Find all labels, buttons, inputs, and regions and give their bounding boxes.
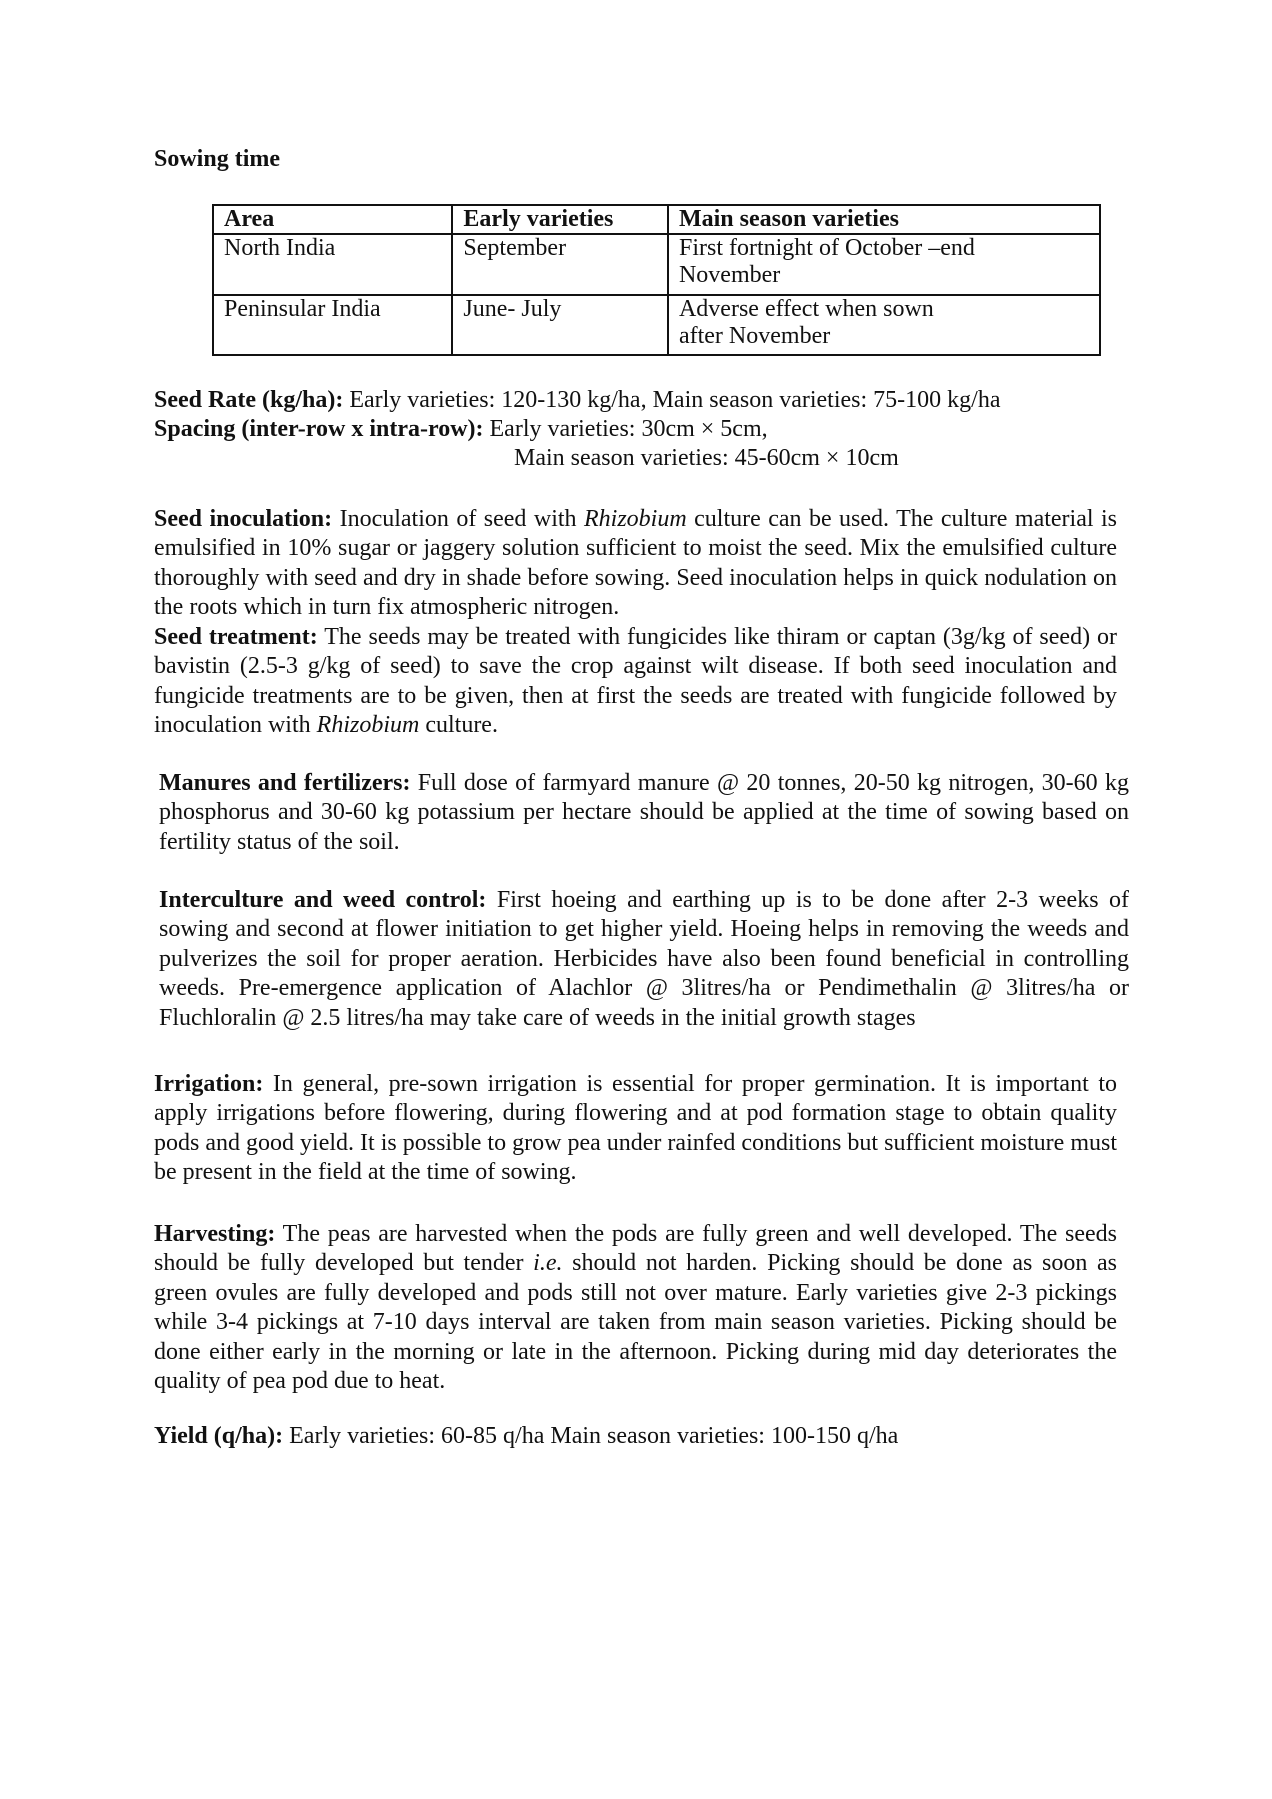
table-row (213, 295, 1100, 355)
irrigation-paragraph (154, 1070, 1117, 1188)
interculture-paragraph (159, 886, 1129, 1033)
yield-label: Yield (q/ha): (154, 1423, 284, 1449)
yield-line (154, 1422, 898, 1451)
harvesting-label: Harvesting: (154, 1221, 276, 1247)
paragraph-text: First hoeing and earthing up is to be done after 2-3 weeks of sowing and second at flower initiation to get higher yield. Hoeing helps in removing the weeds and pulverizes the soil for proper aeration. Herbicides have also been found beneficial in controlling weeds. Pre-emergence application of Alachlor @ 3litres/ha or Pendimethalin @ 3litres/ha or Fluchloralin @ 2.5 litres/ha may take care of weeds in the initial growth stages (159, 887, 1129, 1031)
table-cell: September (452, 234, 668, 295)
seed-inoculation-paragraph (154, 505, 1117, 623)
seed-treatment-label: Seed treatment: (154, 624, 318, 650)
spacing-main-season: Main season varieties: 45-60cm × 10cm (514, 445, 899, 471)
italic-term: Rhizobium (316, 712, 420, 739)
table-header-early: Early varieties (452, 205, 668, 234)
paragraph-text: culture can be used. The culture material is emulsified in 10% sugar or jaggery solution sufficient to moist the seed. Mix the emulsified culture thoroughly with seed and dry in shade before sowing. Seed inoculation helps in quick nodulation on the roots which in turn fix atmospheric nitrogen. (154, 506, 1117, 621)
table-cell: June- July (452, 295, 668, 355)
paragraph-text: The seeds may be treated with fungicides like thiram or captan (3g/kg of seed) or bavistin (2.5-3 g/kg of seed) to save the crop against wilt disease. If both seed inoculation and fungicide treatments are to be given, then at first the seeds are treated with fungicide followed by inoculation with (154, 624, 1117, 739)
yield-text: Early varieties: 60-85 q/ha Main season varieties: 100-150 q/ha (283, 1423, 899, 1449)
table-header-row (213, 205, 1100, 234)
paragraph-text: In general, pre-sown irrigation is essential for proper germination. It is important to apply irrigations before flowering, during flowering and at pod formation stage to obtain quality pods and good yield. It is possible to grow pea under rainfed conditions but sufficient moisture must be present in the field at the time of sowing. (154, 1071, 1117, 1186)
table-cell: North India (213, 234, 452, 295)
seed-rate-text: Early varieties: 120-130 kg/ha, Main season varieties: 75-100 kg/ha (343, 387, 1001, 413)
manures-paragraph (159, 769, 1129, 857)
table-cell: Adverse effect when sown after November (668, 295, 1100, 355)
italic-term: Rhizobium (584, 506, 687, 532)
table-cell: First fortnight of October –end November (668, 234, 1100, 295)
spacing-line (154, 415, 768, 444)
manures-label: Manures and fertilizers: (159, 770, 411, 796)
italic-term: i.e. (533, 1250, 563, 1277)
paragraph-text: Inoculation of seed with (332, 506, 584, 532)
seed-rate-line (154, 386, 1001, 415)
section-heading-sowing-time: Sowing time (154, 146, 280, 172)
table-row (213, 234, 1100, 295)
sowing-time-table (212, 204, 1101, 356)
paragraph-text: should not harden. Picking should be done as soon as green ovules are fully developed and pods still not over mature. Early varieties give 2-3 pickings while 3-4 pickings at 7-10 days interval are taken from main season varieties. Picking should be done either early in the morning or late in the afternoon. Picking during mid day deteriorates the quality of pea pod due to heat. (154, 1250, 1117, 1395)
spacing-early: Early varieties: 30cm × 5cm, (483, 416, 768, 442)
spacing-label: Spacing (inter-row x intra-row): (154, 416, 484, 442)
paragraph-text: The peas are harvested when the pods are fully green and well developed. The seeds should be fully developed but tender (154, 1221, 1117, 1277)
seed-rate-label: Seed Rate (kg/ha): (154, 387, 344, 413)
table-header-main-season: Main season varieties (668, 205, 1100, 234)
irrigation-label: Irrigation: (154, 1071, 264, 1097)
table-header-area: Area (213, 205, 452, 234)
interculture-label: Interculture and weed control: (159, 887, 487, 913)
seed-treatment-paragraph (154, 623, 1117, 741)
seed-inoculation-label: Seed inoculation: (154, 506, 333, 532)
harvesting-paragraph (154, 1220, 1117, 1396)
paragraph-text: Full dose of farmyard manure @ 20 tonnes, 20-50 kg nitrogen, 30-60 kg phosphorus and 30-60 kg potassium per hectare should be applied at the time of sowing based on fertility status of the soil. (159, 770, 1129, 855)
paragraph-text: culture. (419, 712, 498, 739)
table-cell: Peninsular India (213, 295, 452, 355)
